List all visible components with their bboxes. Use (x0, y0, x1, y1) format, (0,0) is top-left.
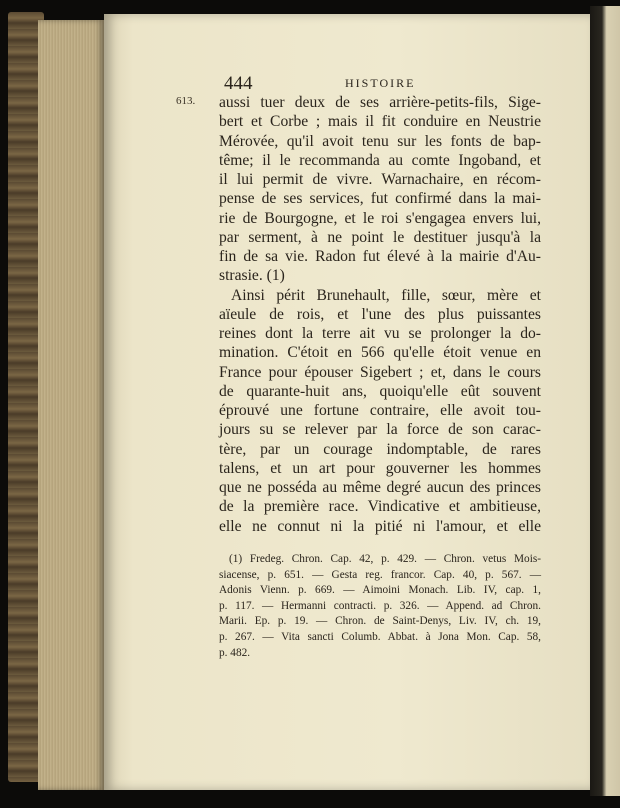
body-line: il lui permit de vivre. Warnachaire, en récom- (219, 171, 541, 188)
body-line: Mérovée, qu'il avoit tenu sur les fonts de bap- (219, 133, 541, 150)
page-fore-edge (38, 20, 104, 790)
footnote-line: (1) Fredeg. Chron. Cap. 42, p. 429. — Chron. vetus Mois- (229, 553, 541, 565)
footnotes (219, 552, 541, 661)
body-line: par serment, à ne point le destituer jusqu'à la (219, 229, 541, 246)
body-line: bert et Corbe ; mais il fit conduire en Neustrie (219, 113, 541, 130)
body-line: talens, et un art pour gouverner les hommes (219, 460, 541, 477)
body-line: elle ne connut ni la pitié ni l'amour, et elle (219, 518, 541, 535)
footnote-line: Adonis Vienn. p. 669. — Aimoini Monach. Lib. IV, cap. 1, (219, 584, 541, 597)
running-title: HISTOIRE (345, 76, 416, 90)
body-line: fin de sa vie. Radon fut élevé à la mairie d'Au- (219, 248, 541, 265)
body-line: mination. C'étoit en 566 qu'elle étoit venue en (219, 344, 541, 361)
body-line: strasie. (1) (219, 267, 285, 284)
body-line: éprouvé une fortune contraire, elle avoit tou- (219, 402, 541, 419)
body-line: rie de Bourgogne, et le roi s'engagea envers lui, (219, 210, 541, 227)
page-number: 444 (224, 73, 253, 94)
footnote-line: p. 117. — Hermanni contracti. p. 326. — Append. ad Chron. (219, 599, 541, 612)
body-line: aussi tuer deux de ses arrière-petits-fils, Sige- (219, 94, 541, 111)
footnote-line: p. 482. (219, 646, 251, 659)
footnote-line: Marii. Ep. p. 19. — Chron. de Saint-Denys, Liv. IV, ch. 19, (219, 615, 541, 628)
body-line: tême; il le recommanda au comte Ingoband, et (219, 152, 541, 169)
body-line: aïeule de rois, et l'une des plus puissantes (219, 306, 541, 323)
body-line: de quarante-huit ans, quoiqu'elle eût souvent (219, 383, 541, 400)
footnote-line: p. 267. — Vita sancti Columb. Abbat. à Jona Mon. Cap. 58, (219, 630, 541, 643)
body-line: que ne posséda au même degré aucun des princes (219, 479, 541, 496)
body-line: de la première race. Vindicative et ambitieuse, (219, 498, 541, 515)
footnote-line: siacense, p. 651. — Gesta reg. francor. Cap. 40, p. 567. — (219, 568, 541, 581)
body-line: Ainsi périt Brunehault, fille, sœur, mère et (231, 287, 541, 304)
body-line: jours su se relever par la force de son carac- (219, 421, 541, 438)
body-line: reines dont la terre ait vu se prolonger la do- (219, 325, 541, 342)
margin-year: 613. (176, 95, 196, 107)
body-line: tère, par un courage indomptable, de rares (219, 441, 541, 458)
right-page-edge (590, 6, 620, 796)
body-line: France pour épouser Sigebert ; et, dans le cours (219, 364, 541, 381)
body-line: pense de ses services, fut confirmé dans la mai- (219, 190, 541, 207)
